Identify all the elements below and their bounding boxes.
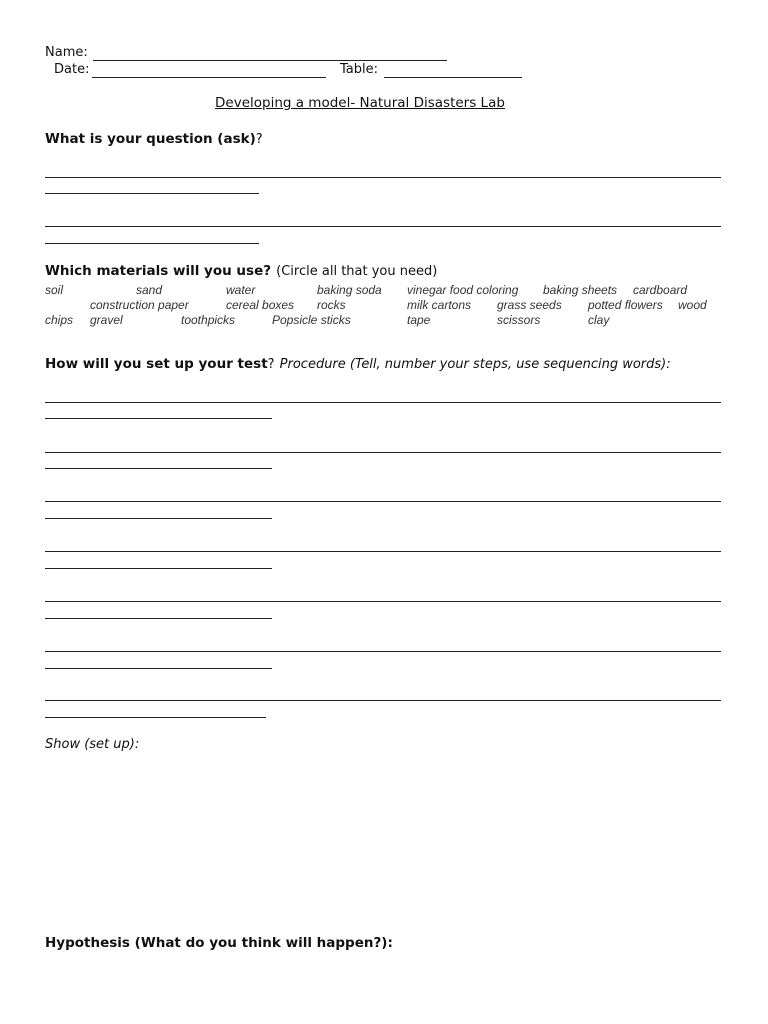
answer-line[interactable] [45, 452, 721, 453]
material-item[interactable]: toothpicks [181, 313, 236, 327]
material-item[interactable]: gravel [90, 313, 123, 327]
date-blank[interactable] [92, 77, 326, 78]
material-item[interactable]: rocks [317, 298, 346, 312]
material-item[interactable]: wood [678, 298, 707, 312]
procedure-note: Procedure (Tell, number your steps, use sequencing words): [279, 357, 671, 372]
material-item[interactable]: cereal boxes [226, 298, 295, 312]
table-blank[interactable] [384, 77, 522, 78]
procedure-prompt: How will you set up your test [45, 356, 268, 372]
page-title: Developing a model- Natural Disasters Lab [215, 95, 505, 111]
materials-note: (Circle all that you need) [276, 264, 438, 279]
material-item[interactable]: soil [45, 283, 64, 297]
setup-drawing-area[interactable] [45, 760, 721, 920]
material-item[interactable]: baking soda [317, 283, 382, 297]
answer-line[interactable] [45, 568, 272, 569]
answer-line[interactable] [45, 601, 721, 602]
material-item[interactable]: grass seeds [497, 298, 562, 312]
name-label: Name: [45, 45, 88, 60]
answer-line[interactable] [45, 243, 259, 244]
material-item[interactable]: vinegar food coloring [407, 283, 519, 297]
answer-line[interactable] [45, 402, 721, 403]
answer-line[interactable] [45, 501, 721, 502]
name-blank[interactable] [93, 60, 447, 61]
material-item[interactable]: cardboard [633, 283, 688, 297]
answer-line[interactable] [45, 518, 272, 519]
material-item[interactable]: chips [45, 313, 74, 327]
material-item[interactable]: sand [136, 283, 163, 297]
answer-line[interactable] [45, 618, 272, 619]
material-item[interactable]: construction paper [90, 298, 189, 312]
procedure-heading [45, 353, 671, 372]
material-item[interactable]: milk cartons [407, 298, 472, 312]
question-prompt: What is your question (ask) [45, 131, 256, 147]
material-item[interactable]: Popsicle sticks [272, 313, 351, 327]
date-label: Date: [54, 62, 90, 77]
material-item[interactable]: clay [588, 313, 610, 327]
material-item[interactable]: potted flowers [588, 298, 663, 312]
answer-line[interactable] [45, 700, 721, 701]
materials-prompt: Which materials will you use? [45, 263, 272, 279]
materials-heading [45, 260, 437, 279]
answer-line[interactable] [45, 551, 721, 552]
material-item[interactable]: baking sheets [543, 283, 618, 297]
answer-line[interactable] [45, 418, 272, 419]
answer-line[interactable] [45, 193, 259, 194]
hypothesis-heading: Hypothesis (What do you think will happen?): [45, 935, 393, 951]
material-item[interactable]: scissors [497, 313, 541, 327]
answer-line[interactable] [45, 717, 266, 718]
answer-line[interactable] [45, 226, 721, 227]
question-heading [45, 128, 263, 147]
answer-line[interactable] [45, 177, 721, 178]
material-item[interactable]: tape [407, 313, 431, 327]
question-mark: ? [255, 132, 263, 147]
show-label: Show (set up): [45, 737, 140, 752]
table-label: Table: [340, 62, 378, 77]
answer-line[interactable] [45, 651, 721, 652]
answer-line[interactable] [45, 468, 272, 469]
procedure-mark: ? [267, 357, 275, 372]
material-item[interactable]: water [226, 283, 256, 297]
answer-line[interactable] [45, 668, 272, 669]
